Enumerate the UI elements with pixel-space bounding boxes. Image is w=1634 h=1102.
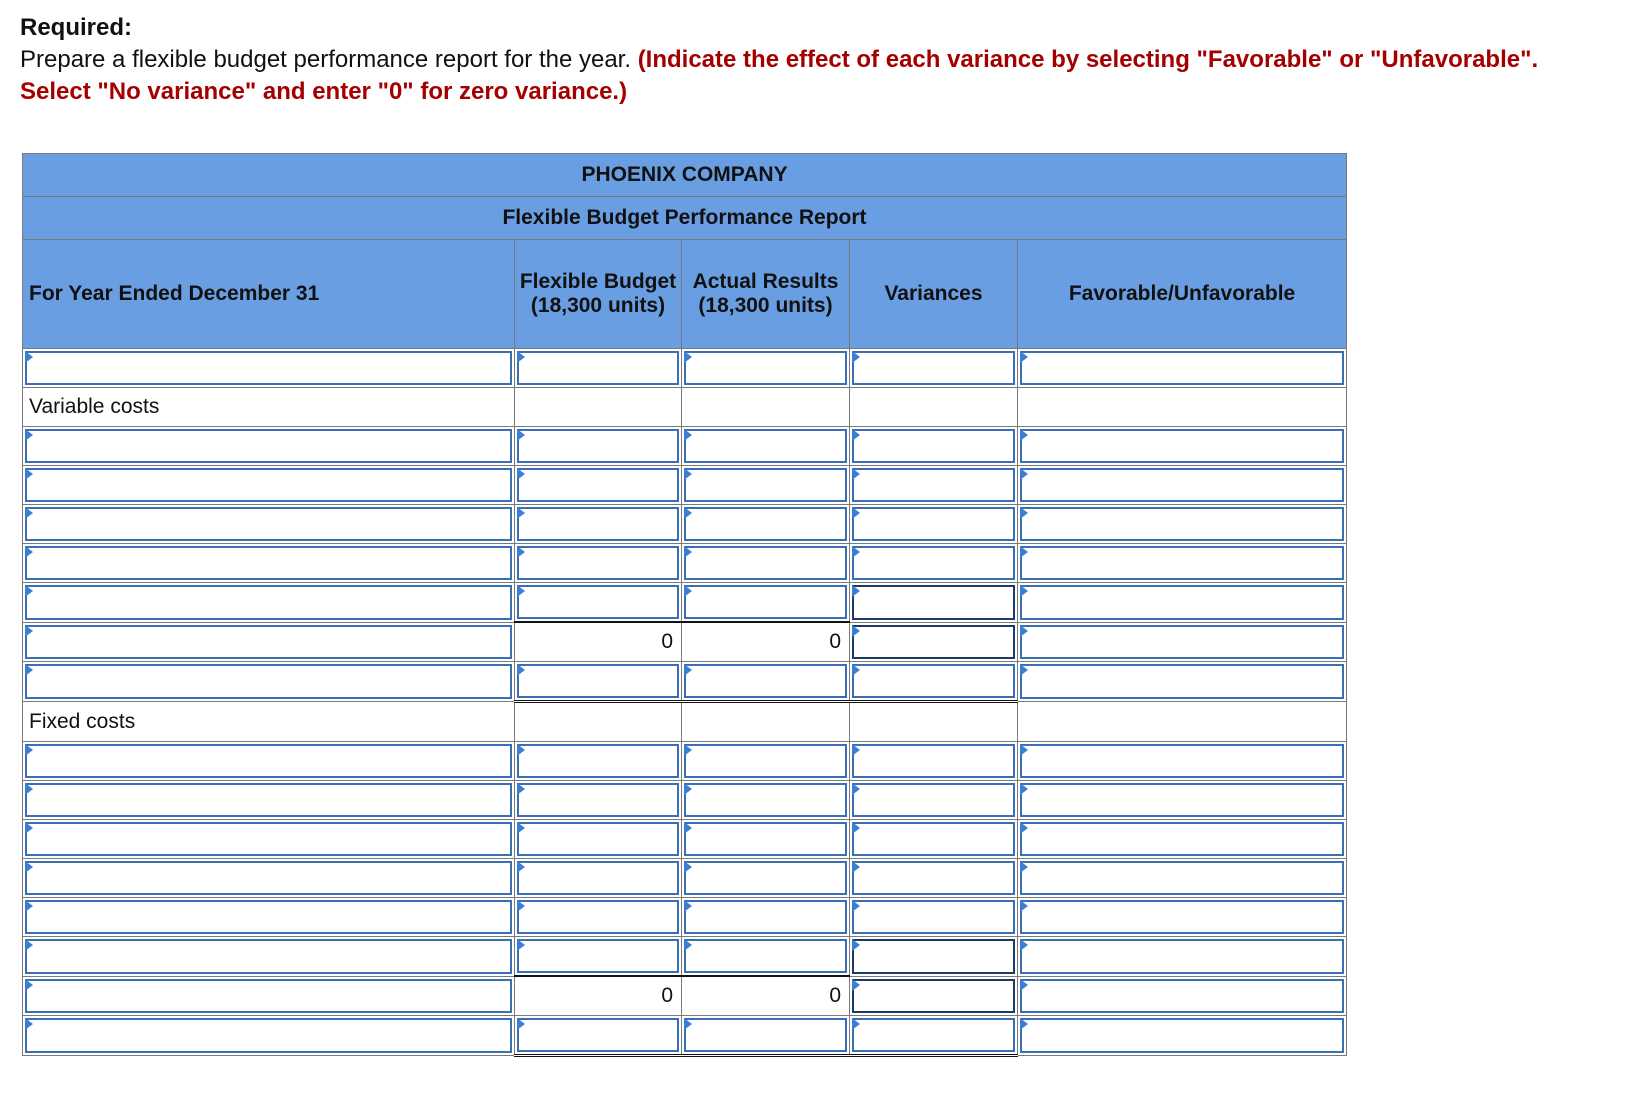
fixed-costs-label: Fixed costs [23, 702, 515, 742]
dropdown-marker-icon [1020, 1018, 1028, 1030]
dropdown-marker-icon [852, 429, 860, 441]
instruction-main: Prepare a flexible budget performance report for the year. [20, 46, 632, 73]
dropdown-marker-icon [517, 861, 525, 873]
amount-input-cell[interactable] [682, 427, 850, 466]
dropdown-marker-icon [684, 1018, 692, 1030]
dropdown-marker-icon [684, 939, 692, 951]
dropdown-marker-icon [684, 351, 692, 363]
table-row [23, 937, 1347, 977]
dropdown-marker-icon [1020, 822, 1028, 834]
dropdown-marker-icon [1020, 507, 1028, 519]
dropdown-marker-icon [684, 664, 692, 676]
instructions [20, 12, 1580, 108]
table-row [23, 544, 1347, 583]
amount-input-cell[interactable] [515, 898, 682, 937]
actual-results-header: Actual Results (18,300 units) [682, 240, 850, 349]
dropdown-marker-icon [25, 351, 33, 363]
amount-input-cell[interactable] [515, 505, 682, 544]
amount-input-cell[interactable] [850, 898, 1018, 937]
empty-cell [682, 702, 850, 742]
dropdown-marker-icon [517, 939, 525, 951]
amount-input-cell[interactable] [850, 622, 1018, 662]
dropdown-marker-icon [1020, 664, 1028, 676]
table-row [23, 505, 1347, 544]
fav-select-cell[interactable] [1018, 742, 1347, 781]
dropdown-marker-icon [684, 783, 692, 795]
amount-input-cell[interactable] [850, 859, 1018, 898]
label-input-cell[interactable] [23, 859, 515, 898]
dropdown-marker-icon [852, 1018, 860, 1030]
amount-input-cell[interactable] [682, 898, 850, 937]
period-header: For Year Ended December 31 [23, 240, 515, 349]
amount-input-cell[interactable] [850, 427, 1018, 466]
amount-input-cell[interactable] [850, 662, 1018, 702]
dropdown-marker-icon [852, 351, 860, 363]
amount-input-cell[interactable] [850, 544, 1018, 583]
dropdown-marker-icon [684, 429, 692, 441]
amount-input-cell[interactable] [682, 349, 850, 388]
empty-cell [515, 388, 682, 427]
dropdown-marker-icon [517, 585, 525, 597]
fav-select-cell[interactable] [1018, 662, 1347, 702]
table-row [23, 742, 1347, 781]
dropdown-marker-icon [517, 468, 525, 480]
amount-input-cell[interactable] [682, 781, 850, 820]
dropdown-marker-icon [25, 546, 33, 558]
fav-select-cell[interactable] [1018, 427, 1347, 466]
dropdown-marker-icon [25, 1018, 33, 1030]
amount-input-cell[interactable] [682, 466, 850, 505]
instruction-note: (Indicate the effect of each variance by selecting "Favorable" or "Unfavorable". Select "No variance" and enter "0" for zero variance.) [20, 46, 1539, 105]
amount-input-cell[interactable] [515, 781, 682, 820]
dropdown-marker-icon [852, 625, 860, 637]
total-row [23, 976, 1347, 1016]
dropdown-marker-icon [517, 351, 525, 363]
amount-input-cell[interactable] [515, 583, 682, 623]
dropdown-marker-icon [1020, 429, 1028, 441]
fav-select-cell[interactable] [1018, 622, 1347, 662]
table-row [23, 349, 1347, 388]
dropdown-marker-icon [25, 783, 33, 795]
fav-select-cell[interactable] [1018, 349, 1347, 388]
fav-select-cell[interactable] [1018, 466, 1347, 505]
dropdown-marker-icon [25, 585, 33, 597]
amount-input-cell[interactable] [850, 742, 1018, 781]
label-input-cell[interactable] [23, 976, 515, 1016]
fav-select-cell[interactable] [1018, 583, 1347, 623]
label-input-cell[interactable] [23, 820, 515, 859]
dropdown-marker-icon [852, 546, 860, 558]
label-input-cell[interactable] [23, 583, 515, 623]
dropdown-marker-icon [684, 546, 692, 558]
amount-input-cell[interactable] [850, 820, 1018, 859]
empty-cell [850, 388, 1018, 427]
amount-input-cell[interactable] [515, 742, 682, 781]
table-row [23, 781, 1347, 820]
dropdown-marker-icon [852, 664, 860, 676]
dropdown-marker-icon [1020, 585, 1028, 597]
dropdown-marker-icon [1020, 861, 1028, 873]
dropdown-marker-icon [517, 822, 525, 834]
amount-input-cell[interactable] [515, 427, 682, 466]
dropdown-marker-icon [25, 979, 33, 991]
table-row [23, 427, 1347, 466]
dropdown-marker-icon [25, 429, 33, 441]
label-input-cell[interactable] [23, 427, 515, 466]
amount-input-cell[interactable] [682, 505, 850, 544]
amount-input-cell[interactable] [850, 466, 1018, 505]
fav-select-cell[interactable] [1018, 898, 1347, 937]
table-row [23, 583, 1347, 623]
dropdown-marker-icon [517, 1018, 525, 1030]
dropdown-marker-icon [1020, 468, 1028, 480]
section-row [23, 702, 1347, 742]
amount-input-cell[interactable] [850, 937, 1018, 977]
dropdown-marker-icon [684, 861, 692, 873]
amount-input-cell[interactable] [515, 662, 682, 702]
section-row [23, 388, 1347, 427]
empty-cell [682, 388, 850, 427]
dropdown-marker-icon [852, 783, 860, 795]
label-input-cell[interactable] [23, 1016, 515, 1056]
fav-select-cell[interactable] [1018, 781, 1347, 820]
dropdown-marker-icon [1020, 351, 1028, 363]
label-input-cell[interactable] [23, 662, 515, 702]
amount-input-cell[interactable] [682, 937, 850, 977]
dropdown-marker-icon [852, 507, 860, 519]
dropdown-marker-icon [1020, 979, 1028, 991]
amount-input-cell[interactable] [515, 466, 682, 505]
label-input-cell[interactable] [23, 505, 515, 544]
label-input-cell[interactable] [23, 349, 515, 388]
variances-header: Variances [850, 240, 1018, 349]
dropdown-marker-icon [1020, 744, 1028, 756]
dropdown-marker-icon [25, 468, 33, 480]
amount-input-cell[interactable] [682, 1016, 850, 1056]
fixed-total-actual: 0 [682, 976, 850, 1016]
favorable-unfavorable-header: Favorable/Unfavorable [1018, 240, 1347, 349]
dropdown-marker-icon [852, 939, 860, 951]
dropdown-marker-icon [684, 468, 692, 480]
variable-total-flexible: 0 [515, 622, 682, 662]
fav-select-cell[interactable] [1018, 505, 1347, 544]
dropdown-marker-icon [1020, 939, 1028, 951]
fav-select-cell[interactable] [1018, 1016, 1347, 1056]
amount-input-cell[interactable] [850, 583, 1018, 623]
dropdown-marker-icon [1020, 546, 1028, 558]
dropdown-marker-icon [25, 507, 33, 519]
dropdown-marker-icon [25, 664, 33, 676]
amount-input-cell[interactable] [515, 820, 682, 859]
dropdown-marker-icon [517, 664, 525, 676]
dropdown-marker-icon [852, 822, 860, 834]
report-title: Flexible Budget Performance Report [23, 197, 1347, 240]
dropdown-marker-icon [1020, 900, 1028, 912]
amount-input-cell[interactable] [515, 859, 682, 898]
amount-input-cell[interactable] [850, 505, 1018, 544]
dropdown-marker-icon [852, 585, 860, 597]
fixed-total-flexible: 0 [515, 976, 682, 1016]
dropdown-marker-icon [25, 861, 33, 873]
dropdown-marker-icon [852, 979, 860, 991]
label-input-cell[interactable] [23, 466, 515, 505]
company-name: PHOENIX COMPANY [23, 154, 1347, 197]
dropdown-marker-icon [517, 744, 525, 756]
amount-input-cell[interactable] [850, 1016, 1018, 1056]
variable-total-actual: 0 [682, 622, 850, 662]
label-input-cell[interactable] [23, 898, 515, 937]
required-heading: Required: [20, 14, 133, 41]
dropdown-marker-icon [517, 546, 525, 558]
dropdown-marker-icon [1020, 783, 1028, 795]
amount-input-cell[interactable] [682, 859, 850, 898]
label-input-cell[interactable] [23, 544, 515, 583]
amount-input-cell[interactable] [850, 781, 1018, 820]
dropdown-marker-icon [517, 507, 525, 519]
dropdown-marker-icon [684, 822, 692, 834]
amount-input-cell[interactable] [682, 742, 850, 781]
label-input-cell[interactable] [23, 781, 515, 820]
empty-cell [850, 702, 1018, 742]
dropdown-marker-icon [852, 861, 860, 873]
dropdown-marker-icon [25, 625, 33, 637]
amount-input-cell[interactable] [850, 976, 1018, 1016]
instruction-text [20, 44, 1580, 108]
dropdown-marker-icon [684, 900, 692, 912]
amount-input-cell[interactable] [682, 662, 850, 702]
amount-input-cell[interactable] [850, 349, 1018, 388]
table-row [23, 820, 1347, 859]
empty-cell [1018, 388, 1347, 427]
amount-input-cell[interactable] [682, 820, 850, 859]
dropdown-marker-icon [25, 900, 33, 912]
flexible-budget-header: Flexible Budget (18,300 units) [515, 240, 682, 349]
label-input-cell[interactable] [23, 742, 515, 781]
dropdown-marker-icon [25, 744, 33, 756]
fav-select-cell[interactable] [1018, 820, 1347, 859]
variable-costs-label: Variable costs [23, 388, 515, 427]
total-row [23, 622, 1347, 662]
performance-report-table [22, 153, 1347, 1057]
dropdown-marker-icon [517, 429, 525, 441]
table-row [23, 898, 1347, 937]
dropdown-marker-icon [684, 507, 692, 519]
dropdown-marker-icon [852, 900, 860, 912]
amount-input-cell[interactable] [682, 583, 850, 623]
dropdown-marker-icon [1020, 625, 1028, 637]
dropdown-marker-icon [684, 744, 692, 756]
dropdown-marker-icon [25, 939, 33, 951]
label-input-cell[interactable] [23, 937, 515, 977]
table-row [23, 466, 1347, 505]
dropdown-marker-icon [852, 468, 860, 480]
dropdown-marker-icon [684, 585, 692, 597]
dropdown-marker-icon [517, 900, 525, 912]
label-input-cell[interactable] [23, 622, 515, 662]
amount-input-cell[interactable] [515, 1016, 682, 1056]
fav-select-cell[interactable] [1018, 859, 1347, 898]
table-row [23, 859, 1347, 898]
empty-cell [515, 702, 682, 742]
amount-input-cell[interactable] [515, 349, 682, 388]
fav-select-cell[interactable] [1018, 544, 1347, 583]
empty-cell [1018, 702, 1347, 742]
amount-input-cell[interactable] [515, 937, 682, 977]
dropdown-marker-icon [852, 744, 860, 756]
amount-input-cell[interactable] [515, 544, 682, 583]
table-row [23, 1016, 1347, 1056]
dropdown-marker-icon [517, 783, 525, 795]
amount-input-cell[interactable] [682, 544, 850, 583]
fav-select-cell[interactable] [1018, 976, 1347, 1016]
dropdown-marker-icon [25, 822, 33, 834]
table-row [23, 662, 1347, 702]
fav-select-cell[interactable] [1018, 937, 1347, 977]
